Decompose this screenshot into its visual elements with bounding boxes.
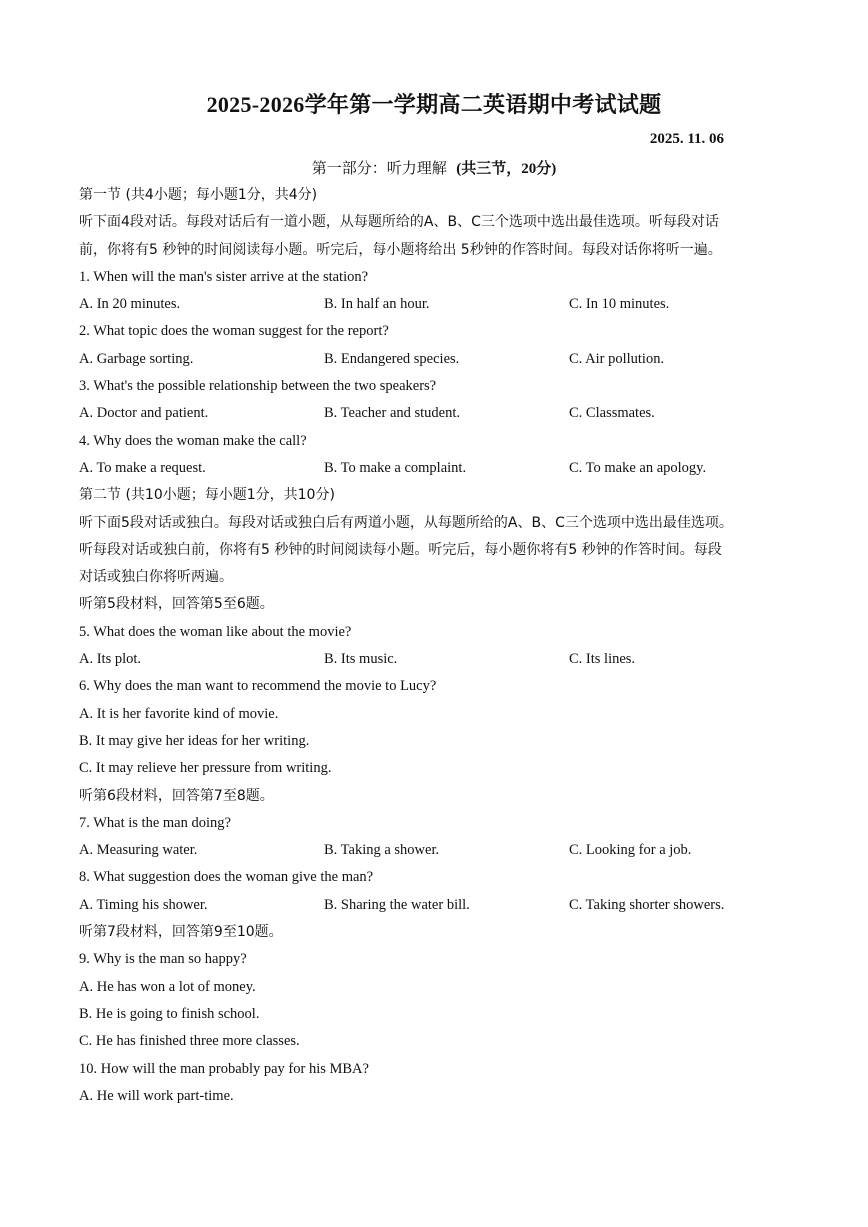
option-a: A. It is her favorite kind of movie. xyxy=(79,705,279,722)
exam-date: 2025. 11. 06 xyxy=(649,131,724,147)
option-c: C. Its lines. xyxy=(569,651,636,668)
option-c: C. Classmates. xyxy=(569,405,655,422)
question-stem: 6. Why does the man want to recommend the movie to Lucy? xyxy=(79,678,437,695)
option-c: C. It may relieve her pressure from writing. xyxy=(79,760,332,777)
option-row xyxy=(79,455,794,482)
option-a: A. In 20 minutes. xyxy=(79,296,181,313)
option-b: B. It may give her ideas for her writing. xyxy=(79,732,310,749)
option-a: A. He will work part-time. xyxy=(79,1087,234,1104)
exam-title: 2025-2026学年第一学期高二英语期中考试试题 xyxy=(206,92,662,117)
section-heading: 第二节 (共10小题；每小题1分，共10分) xyxy=(79,487,335,504)
option-b: B. Its music. xyxy=(324,651,398,668)
instruction-line: 对话或独白你将听两遍。 xyxy=(79,569,233,586)
option-a: A. Timing his shower. xyxy=(79,896,208,913)
option-a: A. Doctor and patient. xyxy=(79,405,209,422)
option-row xyxy=(79,892,794,919)
instruction-line: 听下面4段对话。每段对话后有一道小题，从每题所给的A、B、C三个选项中选出最佳选项。听每段对话 xyxy=(79,214,719,231)
material-note: 听第7段材料，回答第9至10题。 xyxy=(79,924,283,941)
question-stem: 8. What suggestion does the woman give the man? xyxy=(79,869,374,886)
option-b: B. He is going to finish school. xyxy=(79,1005,260,1022)
option-b: B. In half an hour. xyxy=(324,296,430,313)
option-c: C. Taking shorter showers. xyxy=(569,896,725,913)
option-c: C. Looking for a job. xyxy=(569,842,692,859)
option-row xyxy=(79,291,794,318)
option-c: C. In 10 minutes. xyxy=(569,296,670,313)
question-body xyxy=(79,182,794,1110)
option-a: A. Garbage sorting. xyxy=(79,350,194,367)
option-row xyxy=(79,646,794,673)
option-c: C. To make an apology. xyxy=(569,459,707,476)
question-stem: 9. Why is the man so happy? xyxy=(79,951,247,968)
instruction-line: 前，你将有5 秒钟的时间阅读每小题。听完后，每小题将给出 5秒钟的作答时间。每段对话你将听一遍。 xyxy=(79,241,722,258)
question-stem: 3. What's the possible relationship between the two speakers? xyxy=(79,378,437,395)
option-b: B. Taking a shower. xyxy=(324,842,440,859)
option-b: B. Teacher and student. xyxy=(324,405,461,422)
part-heading xyxy=(0,157,868,178)
material-note: 听第6段材料，回答第7至8题。 xyxy=(79,787,274,804)
question-stem: 2. What topic does the woman suggest for the report? xyxy=(79,323,389,340)
part-heading-label: 第一部分：听力理解 xyxy=(311,159,447,177)
question-stem: 5. What does the woman like about the movie? xyxy=(79,623,352,640)
option-row xyxy=(79,400,794,427)
instruction-line: 听每段对话或独白前，你将有5 秒钟的时间阅读每小题。听完后，每小题你将有5 秒钟的作答时间。每段 xyxy=(79,541,722,558)
option-b: B. To make a complaint. xyxy=(324,459,467,476)
question-stem: 4. Why does the woman make the call? xyxy=(79,432,307,449)
section-heading: 第一节 (共4小题；每小题1分，共4分) xyxy=(79,187,318,203)
question-stem: 7. What is the man doing? xyxy=(79,814,231,831)
material-note: 听第5段材料，回答第5至6题。 xyxy=(79,596,274,613)
option-c: C. He has finished three more classes. xyxy=(79,1033,300,1050)
option-c: C. Air pollution. xyxy=(569,350,665,367)
instruction-line: 听下面5段对话或独白。每段对话或独白后有两道小题，从每题所给的A、B、C三个选项中选出最佳选项。 xyxy=(79,514,733,531)
option-a: A. Its plot. xyxy=(79,651,142,668)
option-a: A. He has won a lot of money. xyxy=(79,978,256,995)
option-a: A. Measuring water. xyxy=(79,842,198,859)
option-b: B. Endangered species. xyxy=(324,350,460,367)
option-row xyxy=(79,837,794,864)
part-heading-score: (共三节，20分) xyxy=(456,161,557,177)
option-a: A. To make a request. xyxy=(79,459,206,476)
option-b: B. Sharing the water bill. xyxy=(324,896,470,913)
option-row xyxy=(79,346,794,373)
question-stem: 10. How will the man probably pay for his MBA? xyxy=(79,1060,369,1077)
question-stem: 1. When will the man's sister arrive at the station? xyxy=(79,268,369,285)
